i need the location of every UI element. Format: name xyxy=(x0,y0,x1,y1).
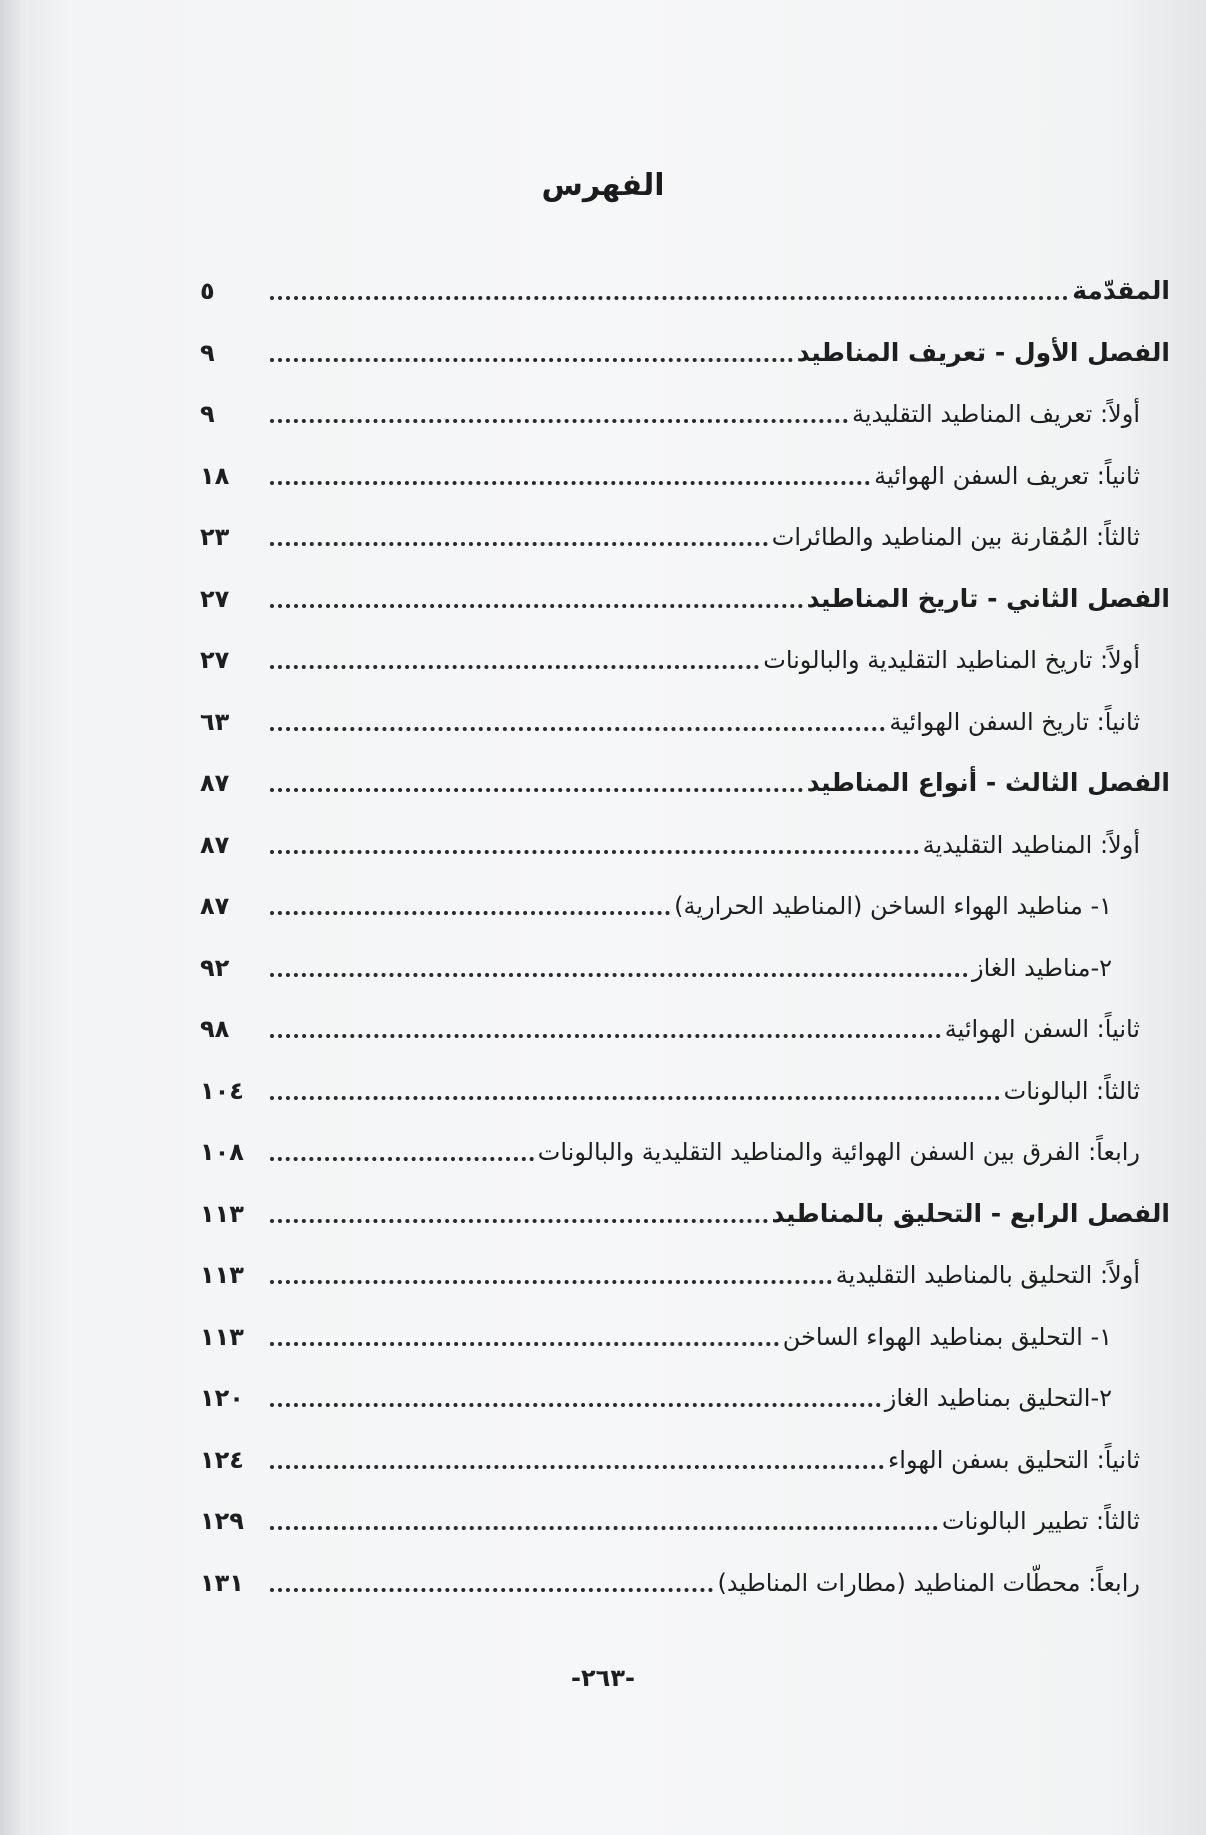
toc-entry-page-number: ٩٨ xyxy=(200,1015,230,1043)
toc-entry-label: ١- مناطيد الهواء الساخن (المناطيد الحرارية) xyxy=(674,892,1112,920)
toc-entry-label: الفصل الأول - تعريف المناطيد xyxy=(796,337,1170,367)
toc-entry-page-number: ٢٧ xyxy=(200,646,230,674)
dot-leader xyxy=(270,1526,938,1530)
toc-entry-page-number: ٥ xyxy=(200,277,215,305)
toc-chapter-entry xyxy=(200,320,1170,368)
toc-entry-page-number: ١١٣ xyxy=(200,1199,244,1228)
page-title: الفهرس xyxy=(541,168,665,203)
page-number: -٢٦٣- xyxy=(571,1664,635,1692)
toc-section-entry xyxy=(200,689,1170,737)
toc-entry-label: ثانياً: تعريف السفن الهوائية xyxy=(874,461,1140,490)
toc-entry-page-number: ٨٧ xyxy=(200,892,230,920)
toc-entry-label: رابعاً: محطّات المناطيد (مطارات المناطيد) xyxy=(717,1568,1140,1597)
toc-entry-label: رابعاً: الفرق بين السفن الهوائية والمناطيد التقليدية والبالونات xyxy=(537,1138,1140,1166)
toc-subsection-entry xyxy=(200,1365,1170,1413)
toc-entry-label: الفصل الثالث - أنواع المناطيد xyxy=(806,768,1170,797)
toc-chapter-entry xyxy=(200,566,1170,614)
dot-leader xyxy=(270,1034,941,1038)
toc-entry-label: أولاً: المناطيد التقليدية xyxy=(922,830,1140,859)
toc-chapter-entry xyxy=(200,1181,1170,1229)
toc-entry-label: الفصل الرابع - التحليق بالمناطيد xyxy=(771,1198,1170,1228)
toc-section-entry xyxy=(200,504,1170,552)
toc-entry-label: المقدّمة xyxy=(1072,276,1170,305)
dot-leader xyxy=(270,665,759,669)
toc-entry-page-number: ١٢٤ xyxy=(200,1445,244,1474)
page-binding-shadow xyxy=(0,0,28,1835)
dot-leader xyxy=(270,419,848,423)
toc-entry-label: ٢-التحليق بمناطيد الغاز xyxy=(884,1384,1112,1412)
dot-leader xyxy=(270,542,768,546)
dot-leader xyxy=(270,1280,832,1284)
toc-entry-page-number: ٩ xyxy=(200,400,215,428)
toc-section-entry xyxy=(200,627,1170,675)
toc-entry-page-number: ١٢٠ xyxy=(200,1384,244,1412)
toc-entry-page-number: ١٢٩ xyxy=(200,1507,244,1535)
toc-entry-label: ٢-مناطيد الغاز xyxy=(972,953,1112,982)
toc-entry-label: الفصل الثاني - تاريخ المناطيد xyxy=(806,583,1170,613)
toc-chapter-entry xyxy=(200,258,1170,306)
toc-section-entry xyxy=(200,1427,1170,1475)
dot-leader xyxy=(270,973,968,977)
toc-subsection-entry xyxy=(200,1304,1170,1352)
toc-entry-page-number: ١٠٤ xyxy=(200,1076,244,1105)
dot-leader xyxy=(270,296,1068,300)
toc-entry-page-number: ١٣١ xyxy=(200,1568,244,1597)
toc-section-entry xyxy=(200,443,1170,491)
dot-leader xyxy=(270,788,803,792)
toc-entry-label: ثالثاً: تطيير البالونات xyxy=(941,1507,1140,1535)
toc-entry-page-number: ٨٧ xyxy=(200,830,230,859)
dot-leader xyxy=(270,604,803,608)
toc-entry-page-number: ١١٣ xyxy=(200,1261,244,1289)
dot-leader xyxy=(270,1096,1000,1100)
toc-section-entry xyxy=(200,812,1170,860)
dot-leader xyxy=(270,1219,768,1223)
toc-section-entry xyxy=(200,381,1170,429)
dot-leader xyxy=(270,1403,881,1407)
toc-section-entry xyxy=(200,1488,1170,1536)
dot-leader xyxy=(270,1588,713,1592)
toc-entry-label: ثانياً: السفن الهوائية xyxy=(944,1015,1140,1043)
toc-section-entry xyxy=(200,1119,1170,1167)
toc-entry-label: ثانياً: التحليق بسفن الهواء xyxy=(887,1445,1140,1474)
toc-entry-page-number: ١٠٨ xyxy=(200,1138,244,1166)
dot-leader xyxy=(270,850,919,854)
toc-chapter-entry xyxy=(200,750,1170,798)
toc-entry-page-number: ٢٣ xyxy=(200,523,230,551)
toc-entry-page-number: ٩ xyxy=(200,338,215,367)
dot-leader xyxy=(270,1465,884,1469)
toc-section-entry xyxy=(200,996,1170,1044)
toc-entry-label: ثانياً: تاريخ السفن الهوائية xyxy=(889,707,1140,736)
dot-leader xyxy=(270,358,793,362)
toc-entry-page-number: ١١٣ xyxy=(200,1322,244,1351)
toc-entry-page-number: ٨٧ xyxy=(200,769,230,797)
toc-section-entry xyxy=(200,1058,1170,1106)
toc-subsection-entry xyxy=(200,935,1170,983)
dot-leader xyxy=(270,727,885,731)
toc-entry-page-number: ٢٧ xyxy=(200,584,230,613)
toc-entry-label: أولاً: تاريخ المناطيد التقليدية والبالونات xyxy=(763,646,1140,674)
toc-entry-label: أولاً: تعريف المناطيد التقليدية xyxy=(852,400,1140,428)
toc-entry-page-number: ٩٢ xyxy=(200,953,230,982)
toc-subsection-entry xyxy=(200,873,1170,921)
dot-leader xyxy=(270,911,670,915)
toc-entry-label: ١- التحليق بمناطيد الهواء الساخن xyxy=(782,1322,1112,1351)
toc-section-entry xyxy=(200,1242,1170,1290)
toc-entry-page-number: ١٨ xyxy=(200,461,230,490)
dot-leader xyxy=(270,481,870,485)
toc-entry-label: ثالثاً: المُقارنة بين المناطيد والطائرات xyxy=(771,523,1140,551)
toc-entry-label: ثالثاً: البالونات xyxy=(1003,1076,1140,1105)
toc-entry-page-number: ٦٣ xyxy=(200,707,230,736)
dot-leader xyxy=(270,1342,779,1346)
toc-entry-label: أولاً: التحليق بالمناطيد التقليدية xyxy=(835,1261,1140,1289)
toc-section-entry xyxy=(200,1550,1170,1598)
dot-leader xyxy=(270,1157,534,1161)
